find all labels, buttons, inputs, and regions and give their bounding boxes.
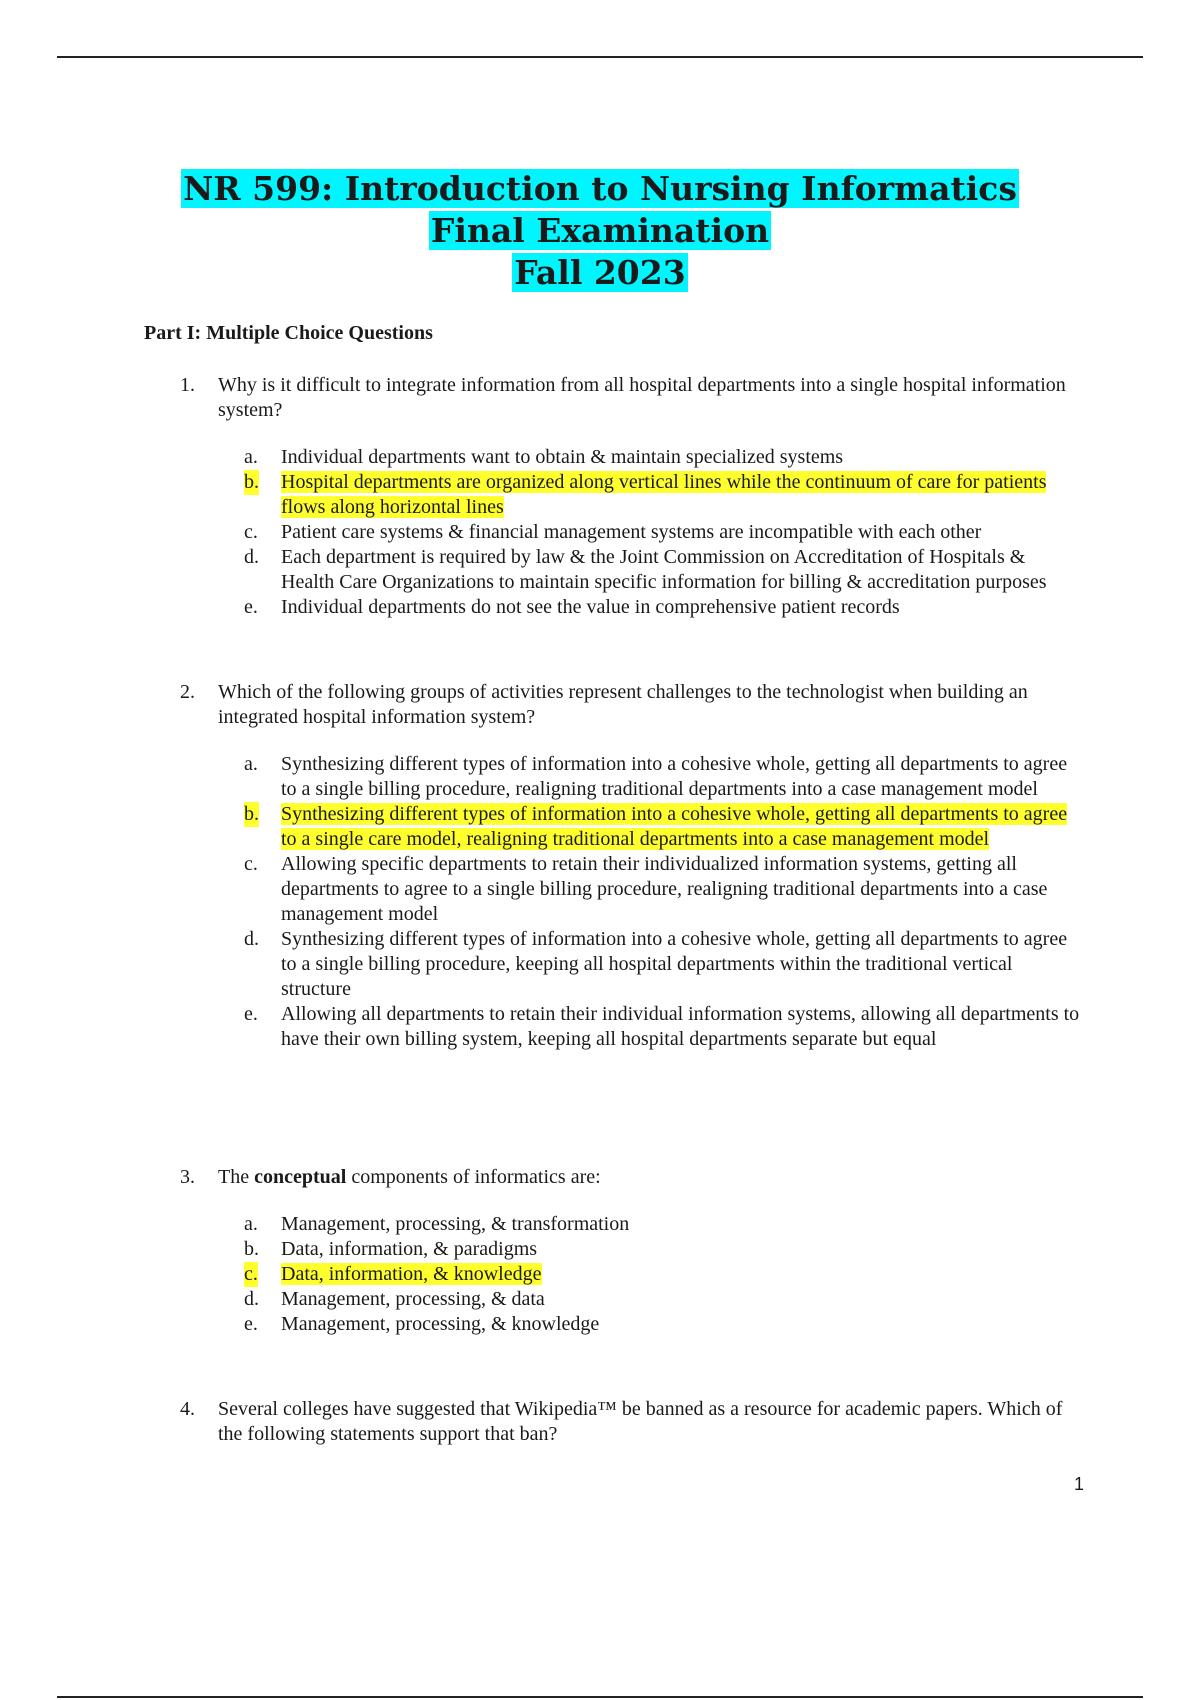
option-c (180, 852, 1080, 927)
question-text: Why is it difficult to integrate information from all hospital departments into a single hospital information system? (218, 374, 1066, 421)
question-text-part: components of informatics are: (346, 1166, 601, 1188)
option-text: Allowing all departments to retain their individual information systems, allowing all departments to have their own billing system, keeping all hospital departments separate but equal (281, 1003, 1080, 1050)
question-number: 3. (180, 1166, 195, 1188)
option-b-correct (180, 470, 1080, 520)
option-b-correct (180, 802, 1080, 852)
option-letter: e. (244, 1313, 258, 1335)
option-d (180, 1287, 1080, 1312)
option-e (180, 595, 1080, 620)
option-text: Management, processing, & data (281, 1288, 545, 1310)
question-text-part: The (218, 1166, 255, 1188)
option-text: Individual departments want to obtain & maintain specialized systems (281, 446, 844, 468)
option-letter: c. (244, 853, 258, 875)
option-text: Data, information, & paradigms (281, 1238, 538, 1260)
option-text: Management, processing, & knowledge (281, 1313, 600, 1335)
option-letter: b. (244, 471, 259, 493)
option-letter: e. (244, 596, 258, 618)
option-text-highlighted: Synthesizing different types of information into a cohesive whole, getting all departments to agree to a single care model, realigning traditional departments into a case management model (281, 803, 1068, 850)
option-text: Each department is required by law & the Joint Commission on Accreditation of Hospitals & Health Care Organizations to maintain specific information for billing & accreditation purposes (281, 546, 1047, 593)
bottom-rule (57, 1696, 1143, 1698)
option-text: Synthesizing different types of information into a cohesive whole, getting all departments to agree to a single billing procedure, keeping all hospital departments within the traditional vertical structure (281, 928, 1068, 1000)
option-d (180, 545, 1080, 595)
question-text-bold: conceptual (254, 1166, 347, 1188)
page-number: 1 (1074, 1474, 1085, 1494)
option-c-correct (180, 1262, 1080, 1287)
title-line-3: Fall 2023 (514, 253, 686, 292)
option-a (180, 1212, 1080, 1237)
option-letter: a. (244, 1213, 258, 1235)
option-a (180, 752, 1080, 802)
question-text: Which of the following groups of activities represent challenges to the technologist when building an integrated hospital information system? (218, 681, 1028, 728)
option-text: Management, processing, & transformation (281, 1213, 630, 1235)
option-e (180, 1312, 1080, 1337)
option-text: Patient care systems & financial management systems are incompatible with each other (281, 521, 982, 543)
option-letter: a. (244, 753, 258, 775)
option-letter: d. (244, 1288, 259, 1310)
option-e (180, 1002, 1080, 1052)
title-line-2: Final Examination (430, 211, 770, 250)
question-2 (180, 680, 1080, 1052)
option-letter: d. (244, 546, 259, 568)
option-letter: d. (244, 928, 259, 950)
option-c (180, 520, 1080, 545)
option-text: Allowing specific departments to retain their individualized information systems, getting all departments to agree to a single billing procedure, realigning traditional departments into a case management model (281, 853, 1048, 925)
option-letter: a. (244, 446, 258, 468)
section-heading: Part I: Multiple Choice Questions (144, 322, 433, 344)
question-number: 4. (180, 1398, 195, 1420)
option-text: Synthesizing different types of information into a cohesive whole, getting all departments to agree to a single billing procedure, realigning traditional departments into a case management model (281, 753, 1068, 800)
option-letter: b. (244, 1238, 259, 1260)
option-d (180, 927, 1080, 1002)
question-number: 2. (180, 681, 195, 703)
question-number: 1. (180, 374, 195, 396)
option-letter: c. (244, 1263, 258, 1285)
option-list (180, 752, 1080, 1052)
option-b (180, 1237, 1080, 1262)
option-text-highlighted: Data, information, & knowledge (281, 1263, 542, 1285)
option-text: Individual departments do not see the value in comprehensive patient records (281, 596, 900, 618)
question-text (218, 1165, 1080, 1190)
option-list (180, 445, 1080, 620)
option-a (180, 445, 1080, 470)
option-letter: b. (244, 803, 259, 825)
option-letter: e. (244, 1003, 258, 1025)
question-4 (180, 1397, 1080, 1447)
option-letter: c. (244, 521, 258, 543)
document-title (0, 168, 1200, 294)
question-text: Several colleges have suggested that Wikipedia™ be banned as a resource for academic papers. Which of the following statements support that ban? (218, 1398, 1063, 1445)
option-list (180, 1212, 1080, 1337)
question-3 (180, 1165, 1080, 1337)
title-line-1: NR 599: Introduction to Nursing Informatics (183, 169, 1017, 208)
top-rule (57, 56, 1143, 58)
option-text-highlighted: Hospital departments are organized along vertical lines while the continuum of care for patients flows along horizontal lines (281, 471, 1047, 518)
question-1 (180, 373, 1080, 620)
